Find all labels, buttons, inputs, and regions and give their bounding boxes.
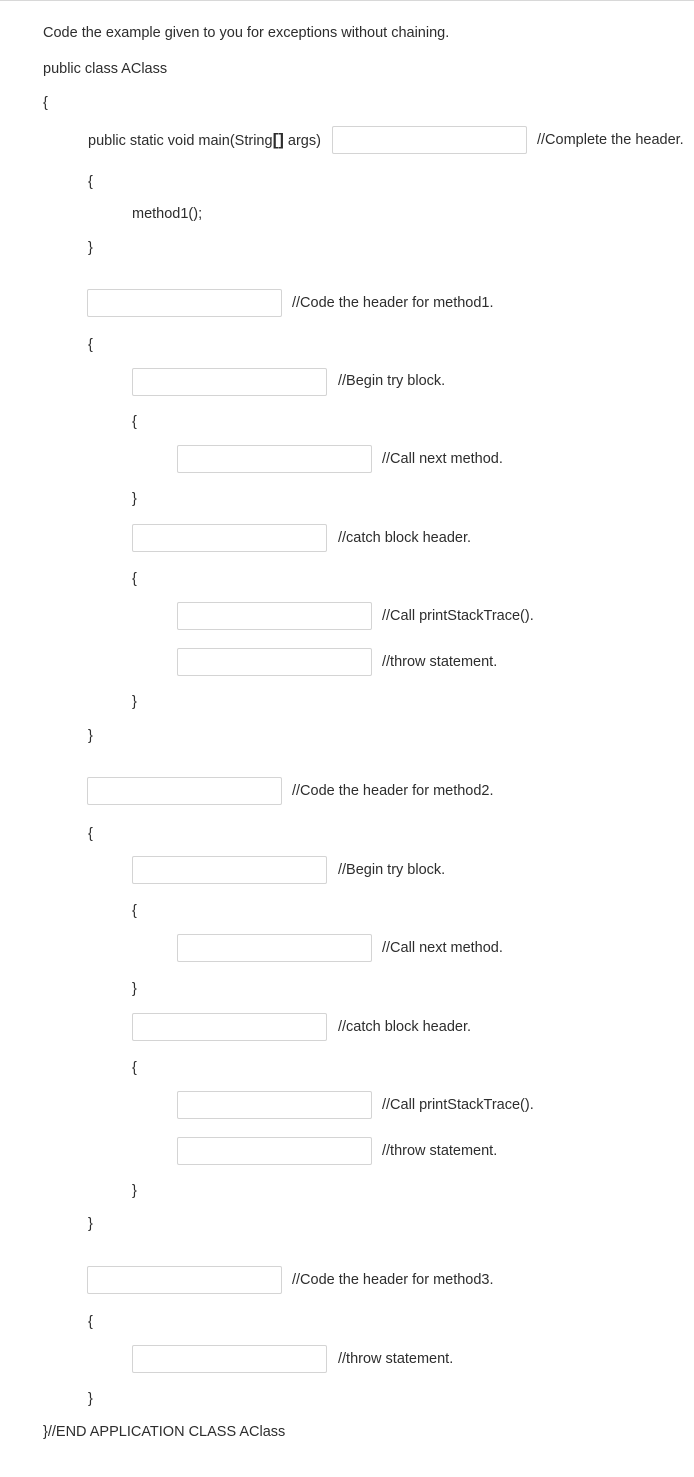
method1-try-open-brace: { (132, 414, 137, 430)
method2-call-blank[interactable] (177, 934, 372, 962)
method2-print-blank[interactable] (177, 1091, 372, 1119)
main-header-suffix: args) (283, 133, 321, 149)
main-header-comment: //Complete the header. (537, 132, 684, 148)
method1-throw-blank[interactable] (177, 648, 372, 676)
method1-open-brace: { (88, 337, 93, 353)
method1-close-brace: } (88, 728, 93, 744)
method1-try-close-brace: } (132, 491, 137, 507)
method2-print-comment: //Call printStackTrace(). (382, 1097, 534, 1113)
method2-catch-close-brace: } (132, 1183, 137, 1199)
method1-print-blank[interactable] (177, 602, 372, 630)
method1-call-comment: //Call next method. (382, 451, 503, 467)
method3-close-brace: } (88, 1391, 93, 1407)
method1-call-blank[interactable] (177, 445, 372, 473)
method1-try-blank[interactable] (132, 368, 327, 396)
method1-header-blank[interactable] (87, 289, 282, 317)
class-header: public class AClass (43, 61, 168, 77)
method2-close-brace: } (88, 1216, 93, 1232)
main-header-blank[interactable] (332, 126, 527, 154)
class-end-line: }//END APPLICATION CLASS AClass (43, 1424, 286, 1440)
main-header-prefix: public static void main(String (88, 133, 273, 149)
method2-catch-blank[interactable] (132, 1013, 327, 1041)
method2-header-comment: //Code the header for method2. (292, 783, 494, 799)
top-divider (0, 0, 694, 1)
main-open-brace: { (88, 174, 93, 190)
method2-call-comment: //Call next method. (382, 940, 503, 956)
method1-catch-comment: //catch block header. (338, 530, 471, 546)
main-close-brace: } (88, 240, 93, 256)
class-open-brace: { (43, 95, 48, 111)
method1-catch-close-brace: } (132, 694, 137, 710)
method2-try-open-brace: { (132, 903, 137, 919)
method3-header-blank[interactable] (87, 1266, 282, 1294)
method3-throw-blank[interactable] (132, 1345, 327, 1373)
method2-throw-blank[interactable] (177, 1137, 372, 1165)
method1-header-comment: //Code the header for method1. (292, 295, 494, 311)
method1-print-comment: //Call printStackTrace(). (382, 608, 534, 624)
method1-try-comment: //Begin try block. (338, 373, 446, 389)
method2-catch-open-brace: { (132, 1060, 137, 1076)
main-header (88, 128, 321, 152)
method2-try-blank[interactable] (132, 856, 327, 884)
method2-try-comment: //Begin try block. (338, 862, 446, 878)
method1-catch-open-brace: { (132, 571, 137, 587)
method2-catch-comment: //catch block header. (338, 1019, 471, 1035)
method2-throw-comment: //throw statement. (382, 1143, 498, 1159)
method2-header-blank[interactable] (87, 777, 282, 805)
method2-open-brace: { (88, 826, 93, 842)
main-header-brackets: [] (272, 130, 284, 149)
method3-header-comment: //Code the header for method3. (292, 1272, 494, 1288)
method3-open-brace: { (88, 1314, 93, 1330)
main-method1-call: method1(); (132, 206, 203, 222)
method1-throw-comment: //throw statement. (382, 654, 498, 670)
method1-catch-blank[interactable] (132, 524, 327, 552)
instruction-text: Code the example given to you for exceptions without chaining. (43, 25, 450, 41)
method3-throw-comment: //throw statement. (338, 1351, 454, 1367)
method2-try-close-brace: } (132, 981, 137, 997)
